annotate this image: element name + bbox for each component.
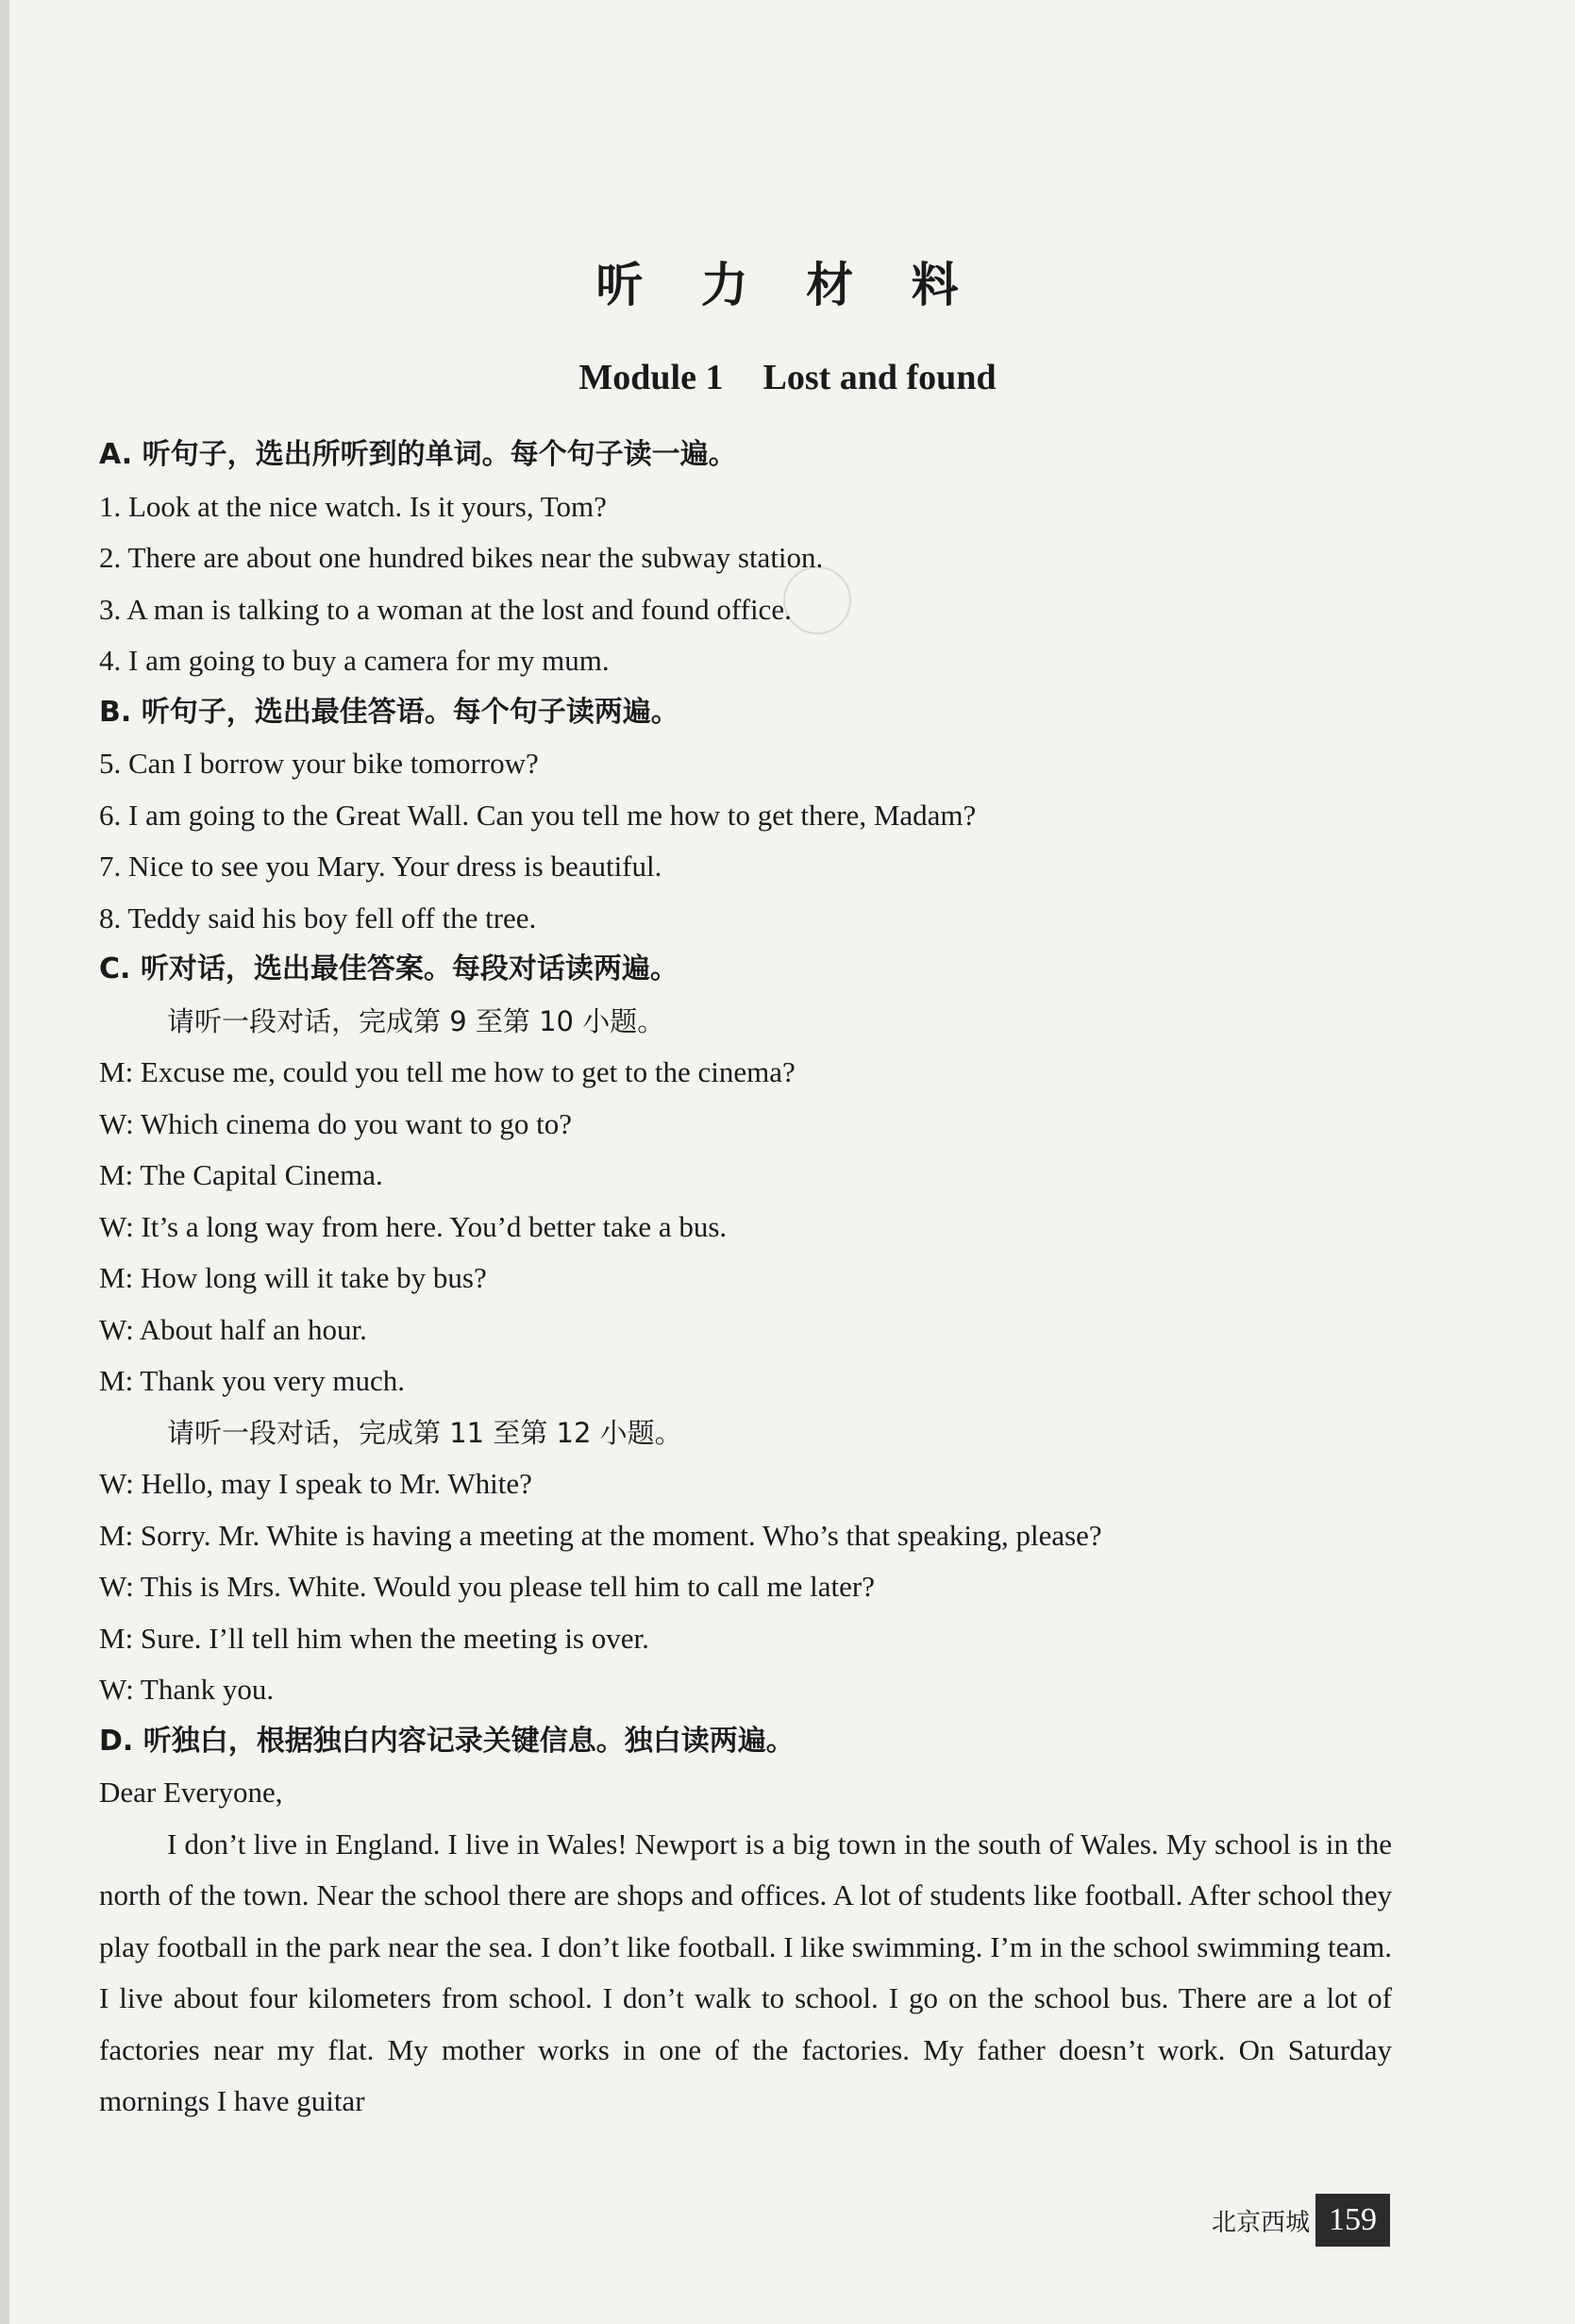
dialog-intro: 请听一段对话，完成第 9 至第 10 小题。 bbox=[167, 1004, 665, 1037]
footer-location: 北京西城 bbox=[1211, 2208, 1310, 2237]
dialog-line: W: About half an hour. bbox=[99, 1312, 367, 1346]
dialog-intro: 请听一段对话，完成第 11 至第 12 小题。 bbox=[167, 1416, 682, 1449]
dialog-line: W: Which cinema do you want to go to? bbox=[99, 1106, 573, 1140]
section-a-heading: A. 听句子，选出所听到的单词。每个句子读一遍。 bbox=[99, 438, 737, 471]
page-number: 159 bbox=[1315, 2194, 1390, 2247]
dialog-line: M: Excuse me, could you tell me how to get to the cinema? bbox=[99, 1055, 796, 1088]
list-item: 5. Can I borrow your bike tomorrow? bbox=[99, 747, 539, 780]
list-item: 1. Look at the nice watch. Is it yours, Tom? bbox=[99, 489, 607, 523]
section-b-heading: B. 听句子，选出最佳答语。每个句子读两遍。 bbox=[99, 695, 679, 729]
list-item: 2. There are about one hundred bikes near the subway station. bbox=[99, 541, 824, 574]
list-item: 6. I am going to the Great Wall. Can you tell me how to get there, Madam? bbox=[99, 798, 977, 832]
dialog-line: W: Hello, may I speak to Mr. White? bbox=[99, 1467, 532, 1500]
page-footer bbox=[1212, 2194, 1390, 2247]
dialog-line: M: The Capital Cinema. bbox=[99, 1158, 383, 1191]
module-name: Lost and found bbox=[762, 358, 997, 397]
list-item: 3. A man is talking to a woman at the lost and found office. bbox=[99, 592, 792, 626]
section-d-heading: D. 听独白，根据独白内容记录关键信息。独白读两遍。 bbox=[99, 1724, 795, 1758]
section-c-heading: C. 听对话，选出最佳答案。每段对话读两遍。 bbox=[99, 952, 679, 985]
list-item: 8. Teddy said his boy fell off the tree. bbox=[99, 901, 537, 935]
module-label: Module 1 bbox=[578, 358, 724, 397]
dialog-line: M: Thank you very much. bbox=[99, 1364, 406, 1397]
dialog-line: W: Thank you. bbox=[99, 1673, 275, 1706]
monologue-paragraph: I don’t live in England. I live in Wales! Newport is a big town in the south of Wales. My school is in the north of the town. Near the school there are shops and offices. A lot of students like football. After school they play football in the park near the sea. I don’t like football. I like swimming. I’m in the school swimming team. I live about four kilometers from school. I don’t walk to school. I go on the school bus. There are a lot of factories near my flat. My mother works in one of the factories. My father doesn’t work. On Saturday mornings I have guitar bbox=[99, 1827, 1392, 2117]
module-heading bbox=[0, 357, 1575, 398]
dialog-line: W: It’s a long way from here. You’d better take a bus. bbox=[99, 1209, 728, 1243]
letter-greeting: Dear Everyone, bbox=[99, 1776, 283, 1809]
dialog-line: M: Sorry. Mr. White is having a meeting at the moment. Who’s that speaking, please? bbox=[99, 1518, 1102, 1552]
dialog-line: W: This is Mrs. White. Would you please tell him to call me later? bbox=[99, 1570, 875, 1603]
list-item: 4. I am going to buy a camera for my mum. bbox=[99, 644, 610, 677]
dialog-line: M: Sure. I’ll tell him when the meeting is over. bbox=[99, 1621, 649, 1655]
dialog-line: M: How long will it take by bus? bbox=[99, 1261, 487, 1294]
page-title: 听 力 材 料 bbox=[595, 258, 980, 312]
content bbox=[99, 429, 1392, 2128]
page-edge bbox=[0, 0, 9, 2324]
list-item: 7. Nice to see you Mary. Your dress is beautiful. bbox=[99, 850, 662, 883]
